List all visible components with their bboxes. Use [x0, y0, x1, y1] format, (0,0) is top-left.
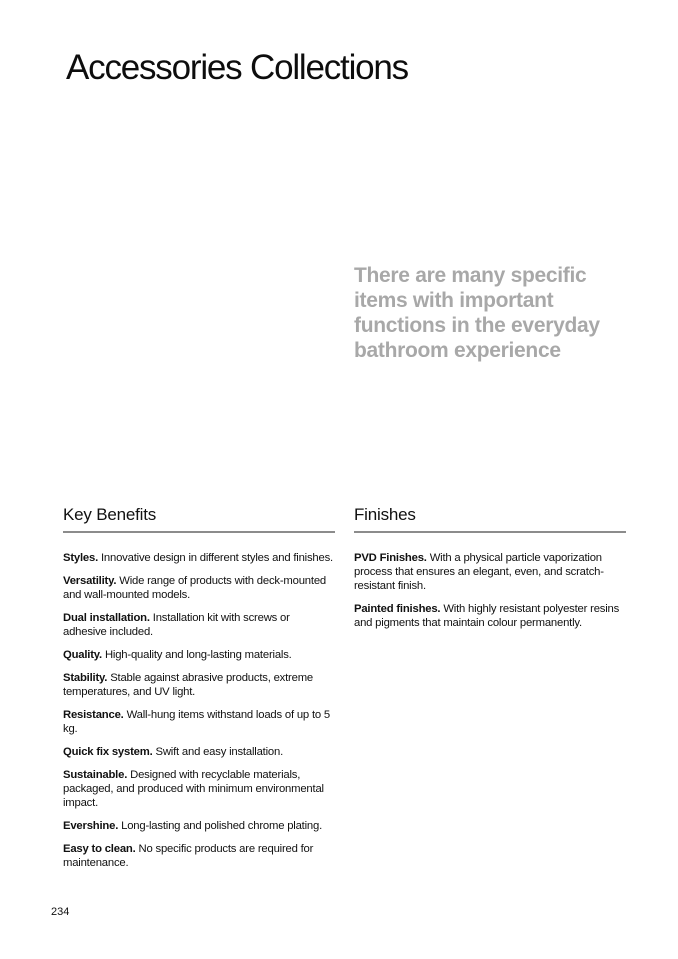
benefit-text: Swift and easy installation.	[155, 746, 284, 758]
key-benefits-heading: Key Benefits	[63, 504, 335, 533]
finishes-list	[354, 551, 626, 630]
benefit-text: Stable against abrasive products, extreme temperatures, and UV light.	[63, 672, 313, 698]
benefit-item	[63, 551, 335, 565]
benefit-title: Sustainable.	[63, 769, 128, 781]
benefit-text: No specific products are required for maintenance.	[63, 843, 314, 869]
page-number: 234	[51, 906, 70, 918]
benefit-item	[63, 745, 335, 759]
benefit-item	[63, 574, 335, 602]
finish-text: With highly resistant polyester resins and pigments that maintain colour permanently.	[354, 603, 620, 629]
finish-item	[354, 602, 626, 630]
finish-text: With a physical particle vaporization process that ensures an elegant, even, and scratch-resistant finish.	[354, 552, 604, 592]
benefit-text: Installation kit with screws or adhesive included.	[63, 612, 290, 638]
benefit-item	[63, 708, 335, 736]
benefit-text: High-quality and long-lasting materials.	[104, 649, 292, 661]
finishes-section	[354, 504, 626, 639]
benefit-text: Long-lasting and polished chrome plating.	[121, 820, 323, 832]
benefit-item	[63, 611, 335, 639]
benefit-item	[63, 819, 335, 833]
benefit-item	[63, 671, 335, 699]
benefit-title: Styles.	[63, 552, 99, 564]
benefit-item	[63, 842, 335, 870]
finishes-heading: Finishes	[354, 504, 626, 533]
finish-title: PVD Finishes.	[354, 552, 427, 564]
intro-quote: There are many specific items with important functions in the everyday bathroom experience	[354, 264, 600, 362]
benefit-title: Quick fix system.	[63, 746, 153, 758]
key-benefits-list	[63, 551, 335, 870]
finish-title: Painted finishes.	[354, 603, 441, 615]
benefit-title: Dual installation.	[63, 612, 150, 624]
benefit-text: Wide range of products with deck-mounted and wall-mounted models.	[63, 575, 326, 601]
benefit-title: Resistance.	[63, 709, 124, 721]
benefit-title: Evershine.	[63, 820, 119, 832]
benefit-item	[63, 648, 335, 662]
benefit-title: Easy to clean.	[63, 843, 136, 855]
benefit-text: Innovative design in different styles and finishes.	[100, 552, 333, 564]
benefit-text: Wall-hung items withstand loads of up to 5 kg.	[63, 709, 330, 735]
benefit-title: Versatility.	[63, 575, 117, 587]
benefit-text: Designed with recyclable materials, packaged, and produced with minimum environmental impact.	[63, 769, 324, 809]
page-title: Accessories Collections	[66, 48, 408, 87]
finish-item	[354, 551, 626, 593]
benefit-title: Stability.	[63, 672, 108, 684]
benefit-title: Quality.	[63, 649, 102, 661]
benefit-item	[63, 768, 335, 810]
key-benefits-section	[63, 504, 335, 879]
